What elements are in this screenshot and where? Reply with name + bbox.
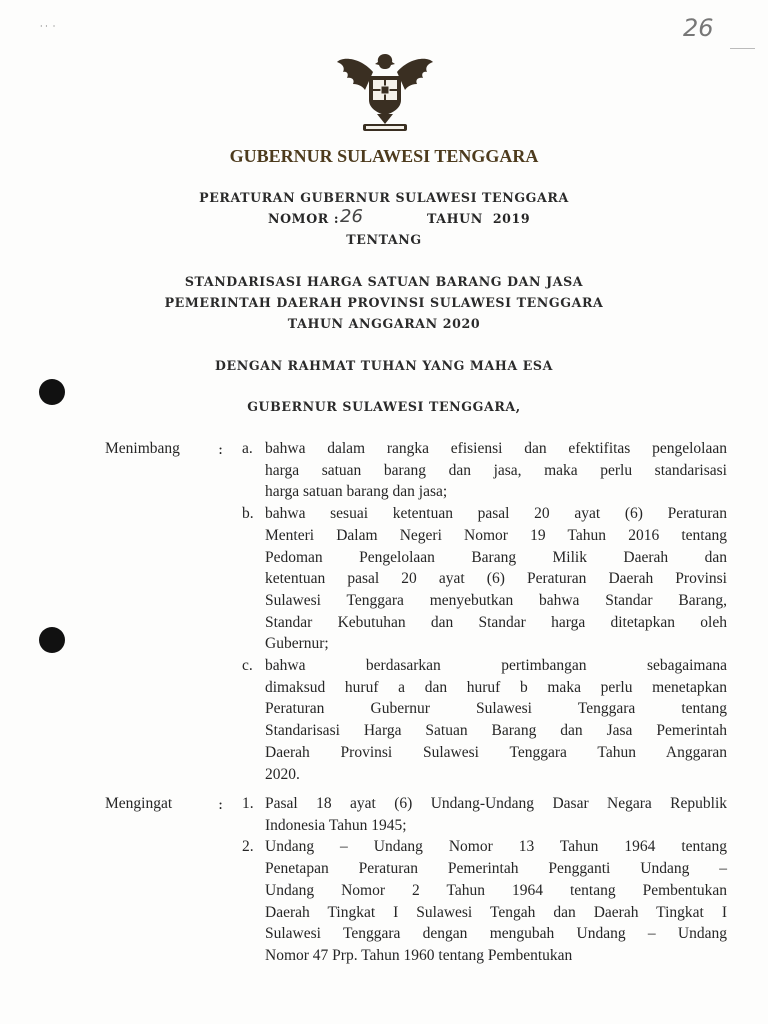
- list-item: [265, 438, 727, 503]
- colon: :: [218, 795, 224, 813]
- text-line: bahwa dalam rangka efisiensi dan efektifitas pengelolaan: [265, 440, 727, 457]
- tahun-label: TAHUN 2019: [427, 211, 531, 226]
- text-line: harga satuan barang dan jasa, maka perlu standarisasi: [265, 461, 727, 479]
- menimbang-label: Menimbang: [105, 440, 180, 457]
- list-marker: b.: [242, 505, 254, 523]
- pen-mark: [730, 48, 755, 49]
- list-marker: c.: [242, 657, 253, 674]
- text-line: bahwa sesuai ketentuan pasal 20 ayat (6) Peraturan: [265, 505, 727, 523]
- institution-title: GUBERNUR SULAWESI TENGGARA: [229, 146, 539, 166]
- text-line: 2020.: [265, 765, 300, 783]
- list-marker: a.: [242, 440, 253, 457]
- text-line: harga satuan barang dan jasa;: [265, 483, 448, 501]
- nomor-label: NOMOR :: [268, 211, 340, 226]
- list-marker: 1.: [242, 795, 254, 812]
- punch-hole: [39, 627, 65, 653]
- text-line: Indonesia Tahun 1945;: [265, 816, 407, 834]
- garuda-emblem-icon: [333, 48, 437, 138]
- mengingat-label: Mengingat: [105, 795, 173, 812]
- text-line: ketentuan pasal 20 ayat (6) Peraturan Daerah Provinsi: [265, 570, 727, 588]
- list-item: [265, 836, 727, 966]
- text-line: Daerah Provinsi Sulawesi Tenggara Tahun Anggaran: [265, 743, 727, 761]
- list-item: [265, 503, 727, 655]
- list-item: [265, 793, 727, 836]
- subject-line: TAHUN ANGGARAN 2020: [287, 316, 481, 331]
- text-line: dimaksud huruf a dan huruf b maka perlu menetapkan: [265, 678, 727, 696]
- nomor-value: 26: [340, 206, 363, 227]
- text-line: Pasal 18 ayat (6) Undang-Undang Dasar Negara Republik: [265, 795, 727, 812]
- list-item: [265, 655, 727, 785]
- signer-heading: GUBERNUR SULAWESI TENGGARA,: [247, 399, 521, 414]
- text-line: Menteri Dalam Negeri Nomor 19 Tahun 2016 tentang: [265, 526, 727, 544]
- text-line: Daerah Tingkat I Sulawesi Tengah dan Daerah Tingkat I: [265, 903, 727, 921]
- text-line: Gubernur;: [265, 635, 329, 653]
- scan-speck: · · ·: [40, 22, 56, 31]
- tentang-heading: TENTANG: [346, 232, 422, 247]
- text-line: Standar Kebutuhan dan Standar harga ditetapkan oleh: [265, 613, 727, 631]
- subject-line: PEMERINTAH DAERAH PROVINSI SULAWESI TENGGARA: [164, 295, 604, 310]
- text-line: Undang Nomor 2 Tahun 1964 tentang Pembentukan: [265, 881, 727, 899]
- colon: :: [218, 440, 224, 458]
- preamble: DENGAN RAHMAT TUHAN YANG MAHA ESA: [215, 358, 553, 373]
- text-line: Sulawesi Tenggara dengan mengubah Undang – Undang: [265, 925, 727, 943]
- text-line: Sulawesi Tenggara menyebutkan bahwa Standar Barang,: [265, 591, 727, 609]
- text-line: Undang – Undang Nomor 13 Tahun 1964 tentang: [265, 838, 727, 856]
- text-line: Nomor 47 Prp. Tahun 1960 tentang Pembentukan: [265, 946, 573, 964]
- text-line: bahwa berdasarkan pertimbangan sebagaimana: [265, 657, 727, 674]
- regulation-title: PERATURAN GUBERNUR SULAWESI TENGGARA: [199, 190, 569, 205]
- list-marker: 2.: [242, 838, 254, 856]
- text-line: Standarisasi Harga Satuan Barang dan Jasa Pemerintah: [265, 722, 727, 740]
- handwritten-page-number: 26: [683, 14, 714, 42]
- text-line: Pedoman Pengelolaan Barang Milik Daerah dan: [265, 548, 727, 566]
- text-line: Peraturan Gubernur Sulawesi Tenggara tentang: [265, 700, 727, 718]
- text-line: Penetapan Peraturan Pemerintah Pengganti Undang –: [265, 860, 727, 878]
- subject-line: STANDARISASI HARGA SATUAN BARANG DAN JASA: [184, 274, 584, 289]
